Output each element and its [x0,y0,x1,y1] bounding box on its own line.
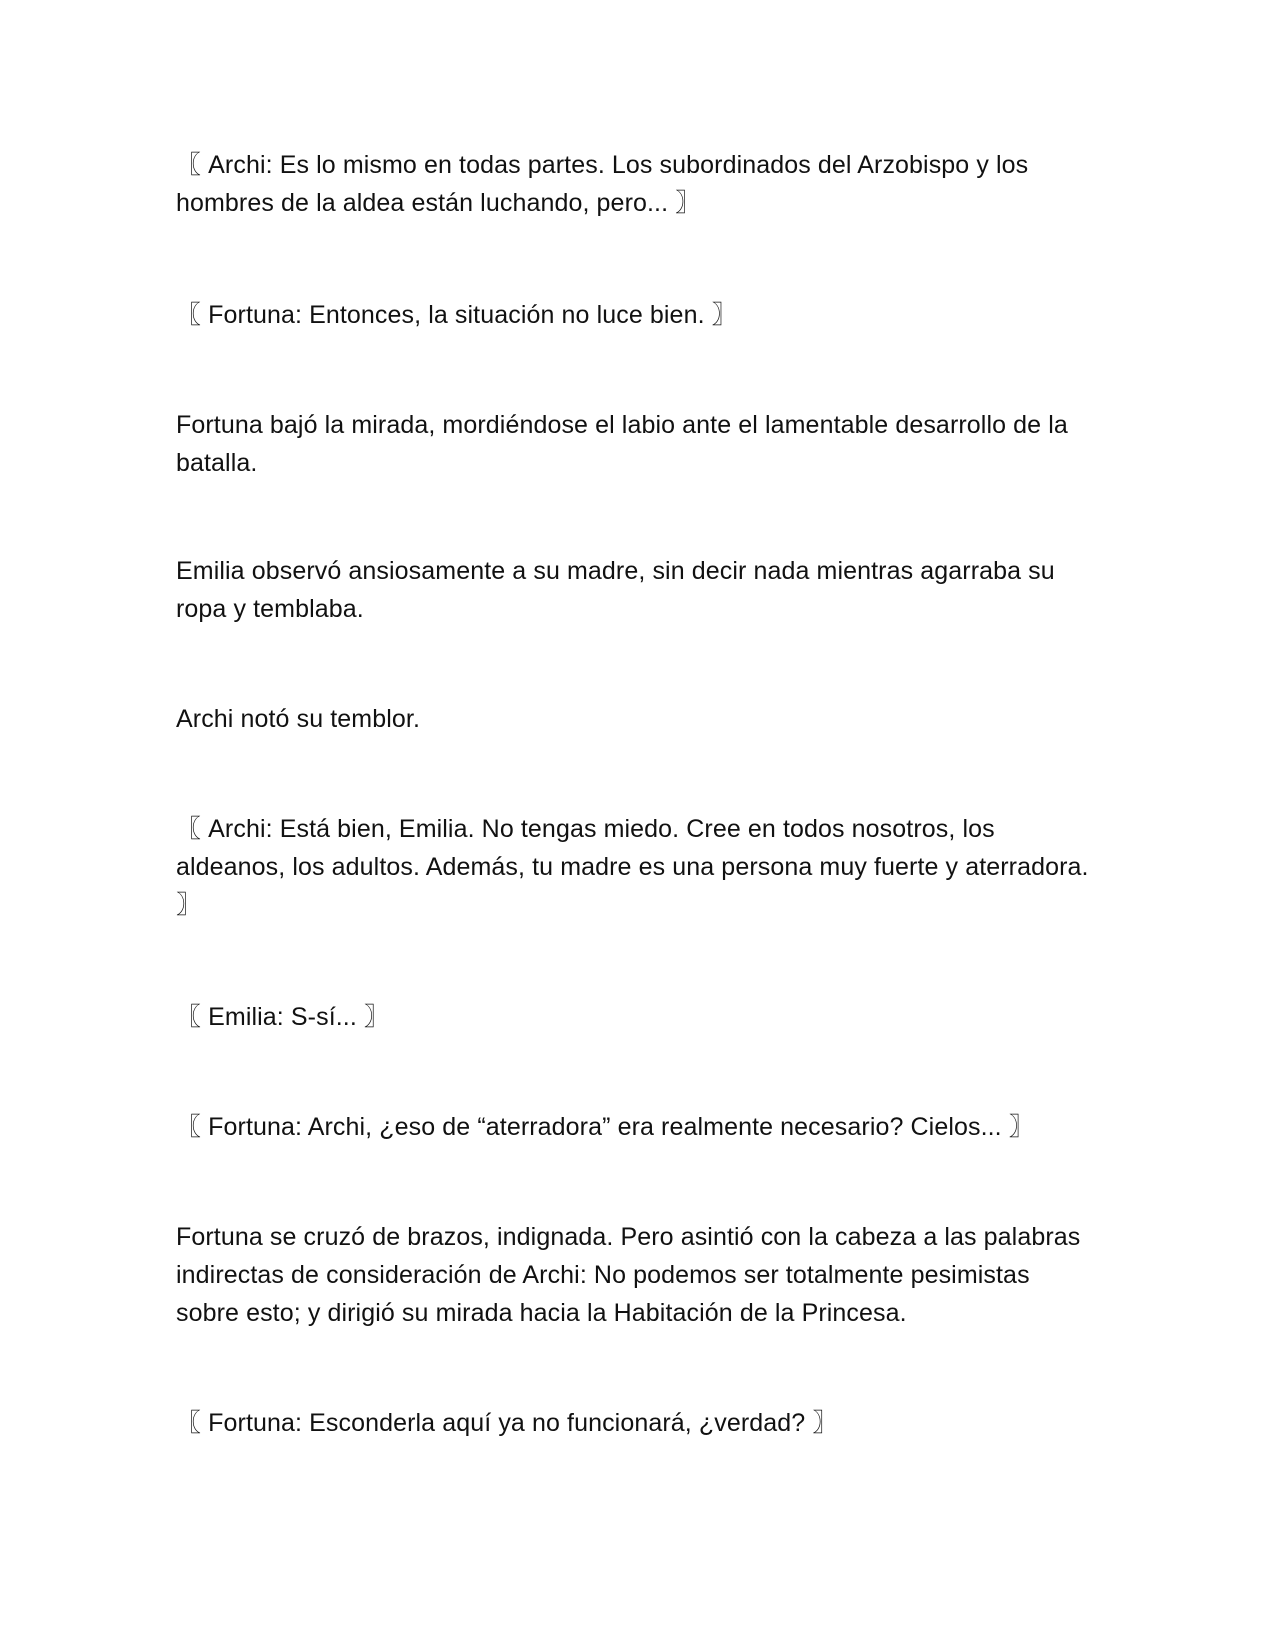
paragraph-dialog-archi-1: 〖 Archi: Es lo mismo en todas partes. Los subordinados del Arzobispo y los hombres de la aldea están luchando, pero... 〗 [176,151,1029,217]
paragraph-narration-4: Fortuna se cruzó de brazos, indignada. Pero asintió con la cabeza a las palabras indirectas de consideración de Archi: No podemos ser totalmente pesimistas sobre esto; y dirigió su mirada hacia la Habitación de la Princesa. [176,1223,1081,1327]
paragraph-narration-3: Archi notó su temblor. [176,705,420,733]
paragraph-dialog-fortuna-2: 〖 Fortuna: Archi, ¿eso de “aterradora” era realmente necesario? Cielos... 〗 [176,1113,1034,1141]
paragraph-narration-2: Emilia observó ansiosamente a su madre, sin decir nada mientras agarraba su ropa y temblaba. [176,557,1055,623]
paragraph-dialog-emilia-1: 〖 Emilia: S-sí... 〗 [176,1003,390,1031]
paragraph-dialog-archi-2: 〖 Archi: Está bien, Emilia. No tengas miedo. Cree en todos nosotros, los aldeanos, los adultos. Además, tu madre es una persona muy fuerte y aterradora. 〗 [176,815,1089,919]
paragraph-dialog-fortuna-1: 〖 Fortuna: Entonces, la situación no luce bien. 〗 [176,301,737,329]
paragraph-dialog-fortuna-3: 〖 Fortuna: Esconderla aquí ya no funcionará, ¿verdad? 〗 [176,1409,838,1437]
paragraph-narration-1: Fortuna bajó la mirada, mordiéndose el labio ante el lamentable desarrollo de la batalla. [176,411,1068,477]
